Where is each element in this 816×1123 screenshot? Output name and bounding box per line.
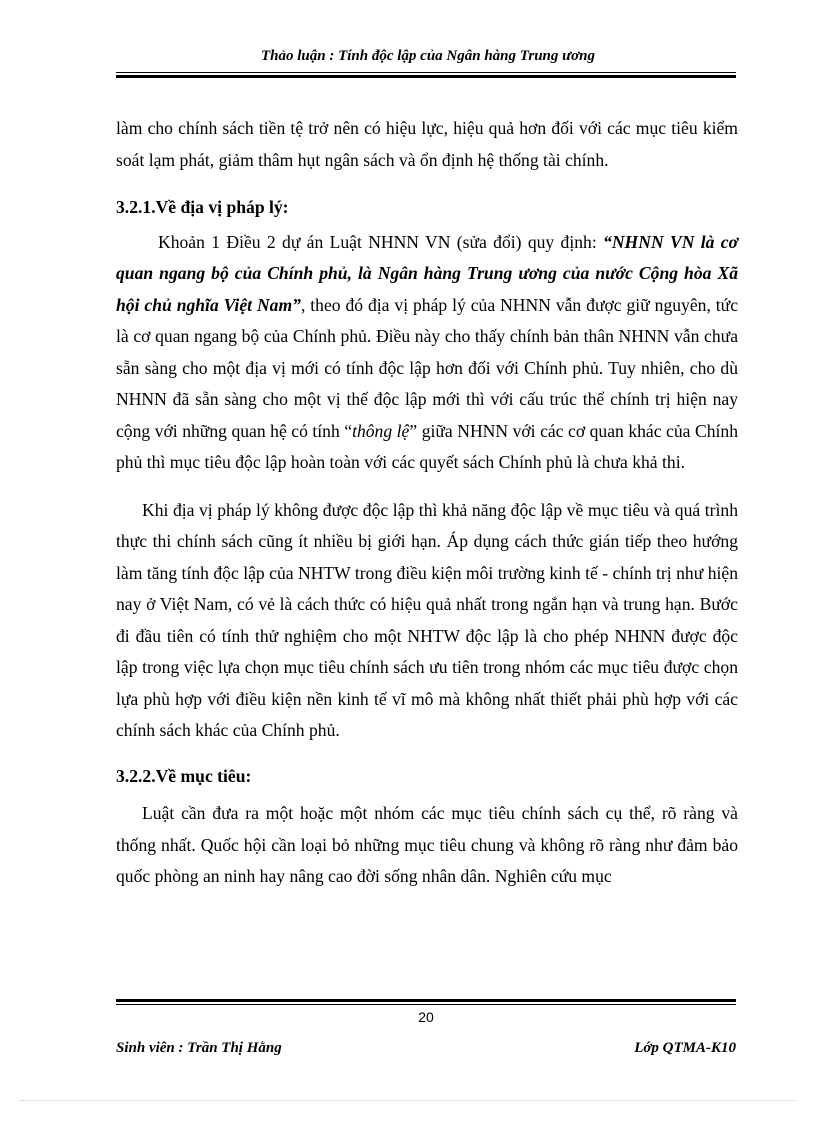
footer-rule-thin — [116, 1004, 736, 1005]
legal-status-text-end: ” giữa NHNN với các cơ quan khác của Chính phủ thì mục tiêu độc lập hoàn toàn với các quyết sách Chính phủ là chưa khả thi. — [116, 420, 738, 472]
footer-rule-thick — [116, 999, 736, 1002]
page-header-title: Thảo luận : Tính độc lập của Ngân hàng Trung ương — [260, 48, 596, 64]
footer-student-name: Sinh viên : Trần Thị Hằng — [116, 1040, 282, 1056]
legal-status-italic-term: thông lệ — [352, 420, 410, 441]
document-body — [116, 113, 738, 893]
header-rule-thin — [116, 72, 736, 73]
intro-paragraph: làm cho chính sách tiền tệ trở nên có hiệu lực, hiệu quả hơn đối với các mục tiêu kiểm soát lạm phát, giảm thâm hụt ngân sách và ổn định hệ thống tài chính. — [116, 118, 738, 170]
legal-status-text-mid: , theo đó địa vị pháp lý của NHNN vẫn được giữ nguyên, tức là cơ quan ngang bộ của Chính phủ. Điều này cho thấy chính bản thân NHNN vẫn chưa sẵn sàng cho một địa vị mới có tính độc lập hơn đối với Chính phủ. Tuy nhiên, cho dù NHNN đã sẵn sàng cho một vị thế độc lập mới thì với cấu trúc thể chính trị hiện nay cộng với những quan hệ có tính “ — [116, 294, 739, 441]
legal-status-paragraph-2: Khi địa vị pháp lý không được độc lập thì khả năng độc lập về mục tiêu và quá trình thực thi chính sách cũng ít nhiều bị giới hạn. Áp dụng cách thức gián tiếp theo hướng làm tăng tính độc lập của NHTW trong điều kiện môi trường kinh tế - chính trị như hiện nay ở Việt Nam, có vẻ là cách thức có hiệu quả nhất trong ngắn hạn và trung hạn. Bước đi đầu tiên có tính thử nghiệm cho một NHTW độc lập là cho phép NHNN được độc lập trong việc lựa chọn mục tiêu chính sách ưu tiên trong nhóm các mục tiêu được chọn lựa phù hợp với điều kiện nền kinh tế vĩ mô mà không nhất thiết phải phù hợp với các chính sách khác của Chính phủ. — [116, 499, 738, 740]
legal-status-paragraph — [116, 227, 738, 479]
objectives-paragraph: Luật cần đưa ra một hoặc một nhóm các mục tiêu chính sách cụ thể, rõ ràng và thống nhất. Quốc hội cần loại bỏ những mục tiêu chung và không rõ ràng như đảm bảo quốc phòng an ninh hay nâng cao đời sống nhân dân. Nghiên cứu mục — [116, 803, 738, 886]
section-heading-objectives: 3.2.2.Về mục tiêu: — [116, 765, 252, 786]
page-bottom-edge — [20, 1100, 796, 1101]
header-rule-thick — [116, 75, 736, 78]
legal-status-quote: “NHNN VN là cơ quan ngang bộ của Chính phủ, là Ngân hàng Trung ương của nước Cộng hòa Xã hội chủ nghĩa Việt Nam” — [116, 231, 739, 315]
section-heading-legal-status: 3.2.1.Về địa vị pháp lý: — [116, 197, 289, 217]
legal-status-text-start: Khoản 1 Điều 2 dự án Luật NHNN VN (sửa đổi) quy định: — [158, 231, 604, 252]
page-number: 20 — [418, 1009, 434, 1025]
footer-class-code: Lớp QTMA-K10 — [634, 1040, 736, 1056]
